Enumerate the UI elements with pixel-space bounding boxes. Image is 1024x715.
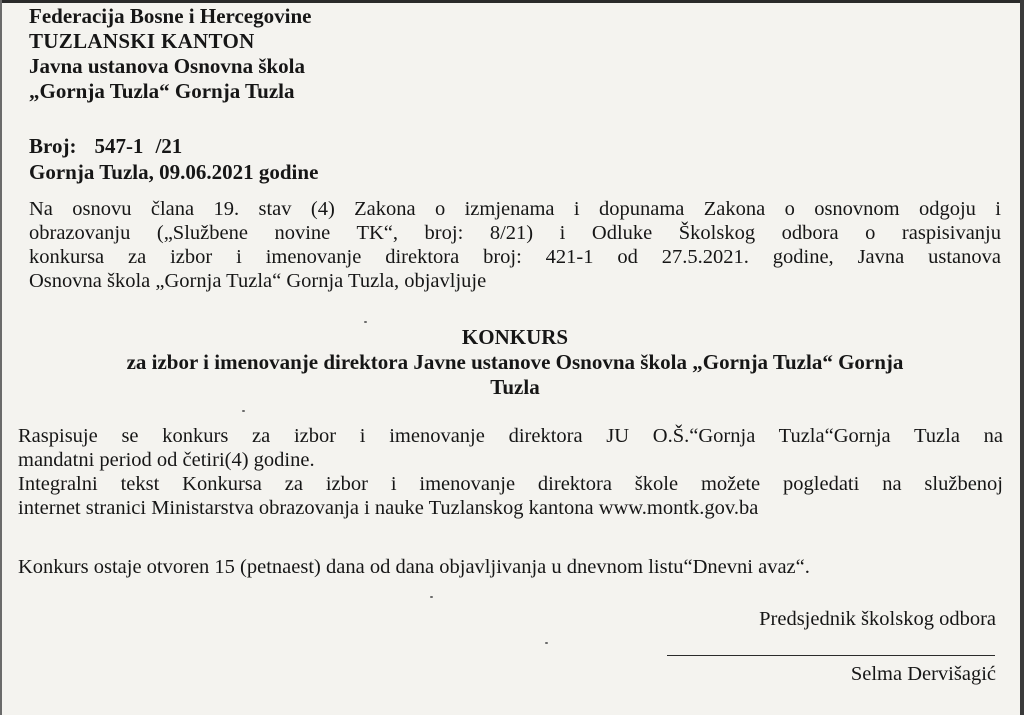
number-label: Broj: xyxy=(29,134,77,158)
body-line: mandatni period od četiri(4) godine. xyxy=(18,449,315,471)
subtitle-line: za izbor i imenovanje direktora Javne ustanove Osnovna škola „Gornja Tuzla“ Gornja xyxy=(126,350,904,374)
reference-block xyxy=(29,133,318,185)
title-block xyxy=(29,325,1001,400)
place-date-line xyxy=(29,159,318,185)
place-label: Gornja Tuzla, xyxy=(29,160,154,184)
number-part2: /21 xyxy=(155,134,183,158)
intro-line: konkursa za izbor i imenovanje direktora broj: 421-1 od 27.5.2021. godine, Javna ustanova xyxy=(29,246,1001,268)
signature-title: Predsjednik školskog odbora xyxy=(759,608,996,630)
scan-speck xyxy=(364,321,367,323)
document-header xyxy=(29,4,311,104)
signature-line xyxy=(667,655,995,656)
body-line: Raspisuje se konkurs za izbor i imenovanje direktora JU O.Š.“Gornja Tuzla“Gornja Tuzla na xyxy=(18,425,1003,447)
scan-speck xyxy=(430,596,433,598)
intro-line: obrazovanju („Službene novine TK“, broj: 8/21) i Odluke Školskog odbora o raspisivanju xyxy=(29,222,1001,244)
scan-edge-top xyxy=(0,0,1024,3)
subtitle-line: Tuzla xyxy=(490,375,540,399)
date-value: 09.06.2021 godine xyxy=(159,160,319,184)
intro-line: Na osnovu člana 19. stav (4) Zakona o izmjenama i dopunama Zakona o osnovnom odgoju i xyxy=(29,198,1001,220)
scan-speck xyxy=(242,410,245,412)
canton-line: TUZLANSKI KANTON xyxy=(29,29,255,53)
signature-name: Selma Dervišagić xyxy=(850,663,996,685)
closing-statement: Konkurs ostaje otvoren 15 (petnaest) dana od dana objavljivanja u dnevnom listu“Dnevni avaz“. xyxy=(18,556,810,578)
body-line: internet stranici Ministarstva obrazovanja i nauke Tuzlanskog kantona www.montk.gov.ba xyxy=(18,497,759,519)
body-line: Integralni tekst Konkursa za izbor i imenovanje direktora škole možete pogledati na službenoj xyxy=(18,473,1003,495)
institution-line: Javna ustanova Osnovna škola xyxy=(29,54,306,78)
body-paragraph xyxy=(18,424,1003,520)
intro-line: Osnovna škola „Gornja Tuzla“ Gornja Tuzla, objavljuje xyxy=(29,270,487,292)
page-title: KONKURS xyxy=(461,325,569,349)
scan-speck xyxy=(545,642,548,644)
intro-paragraph xyxy=(29,197,1001,293)
number-part1: 547-1 xyxy=(94,134,144,158)
school-name-line: „Gornja Tuzla“ Gornja Tuzla xyxy=(29,79,295,103)
scan-edge-right xyxy=(1020,0,1024,715)
scan-edge-left xyxy=(0,0,2,715)
federation-line: Federacija Bosne i Hercegovine xyxy=(29,4,312,28)
reference-number-line xyxy=(29,133,318,159)
